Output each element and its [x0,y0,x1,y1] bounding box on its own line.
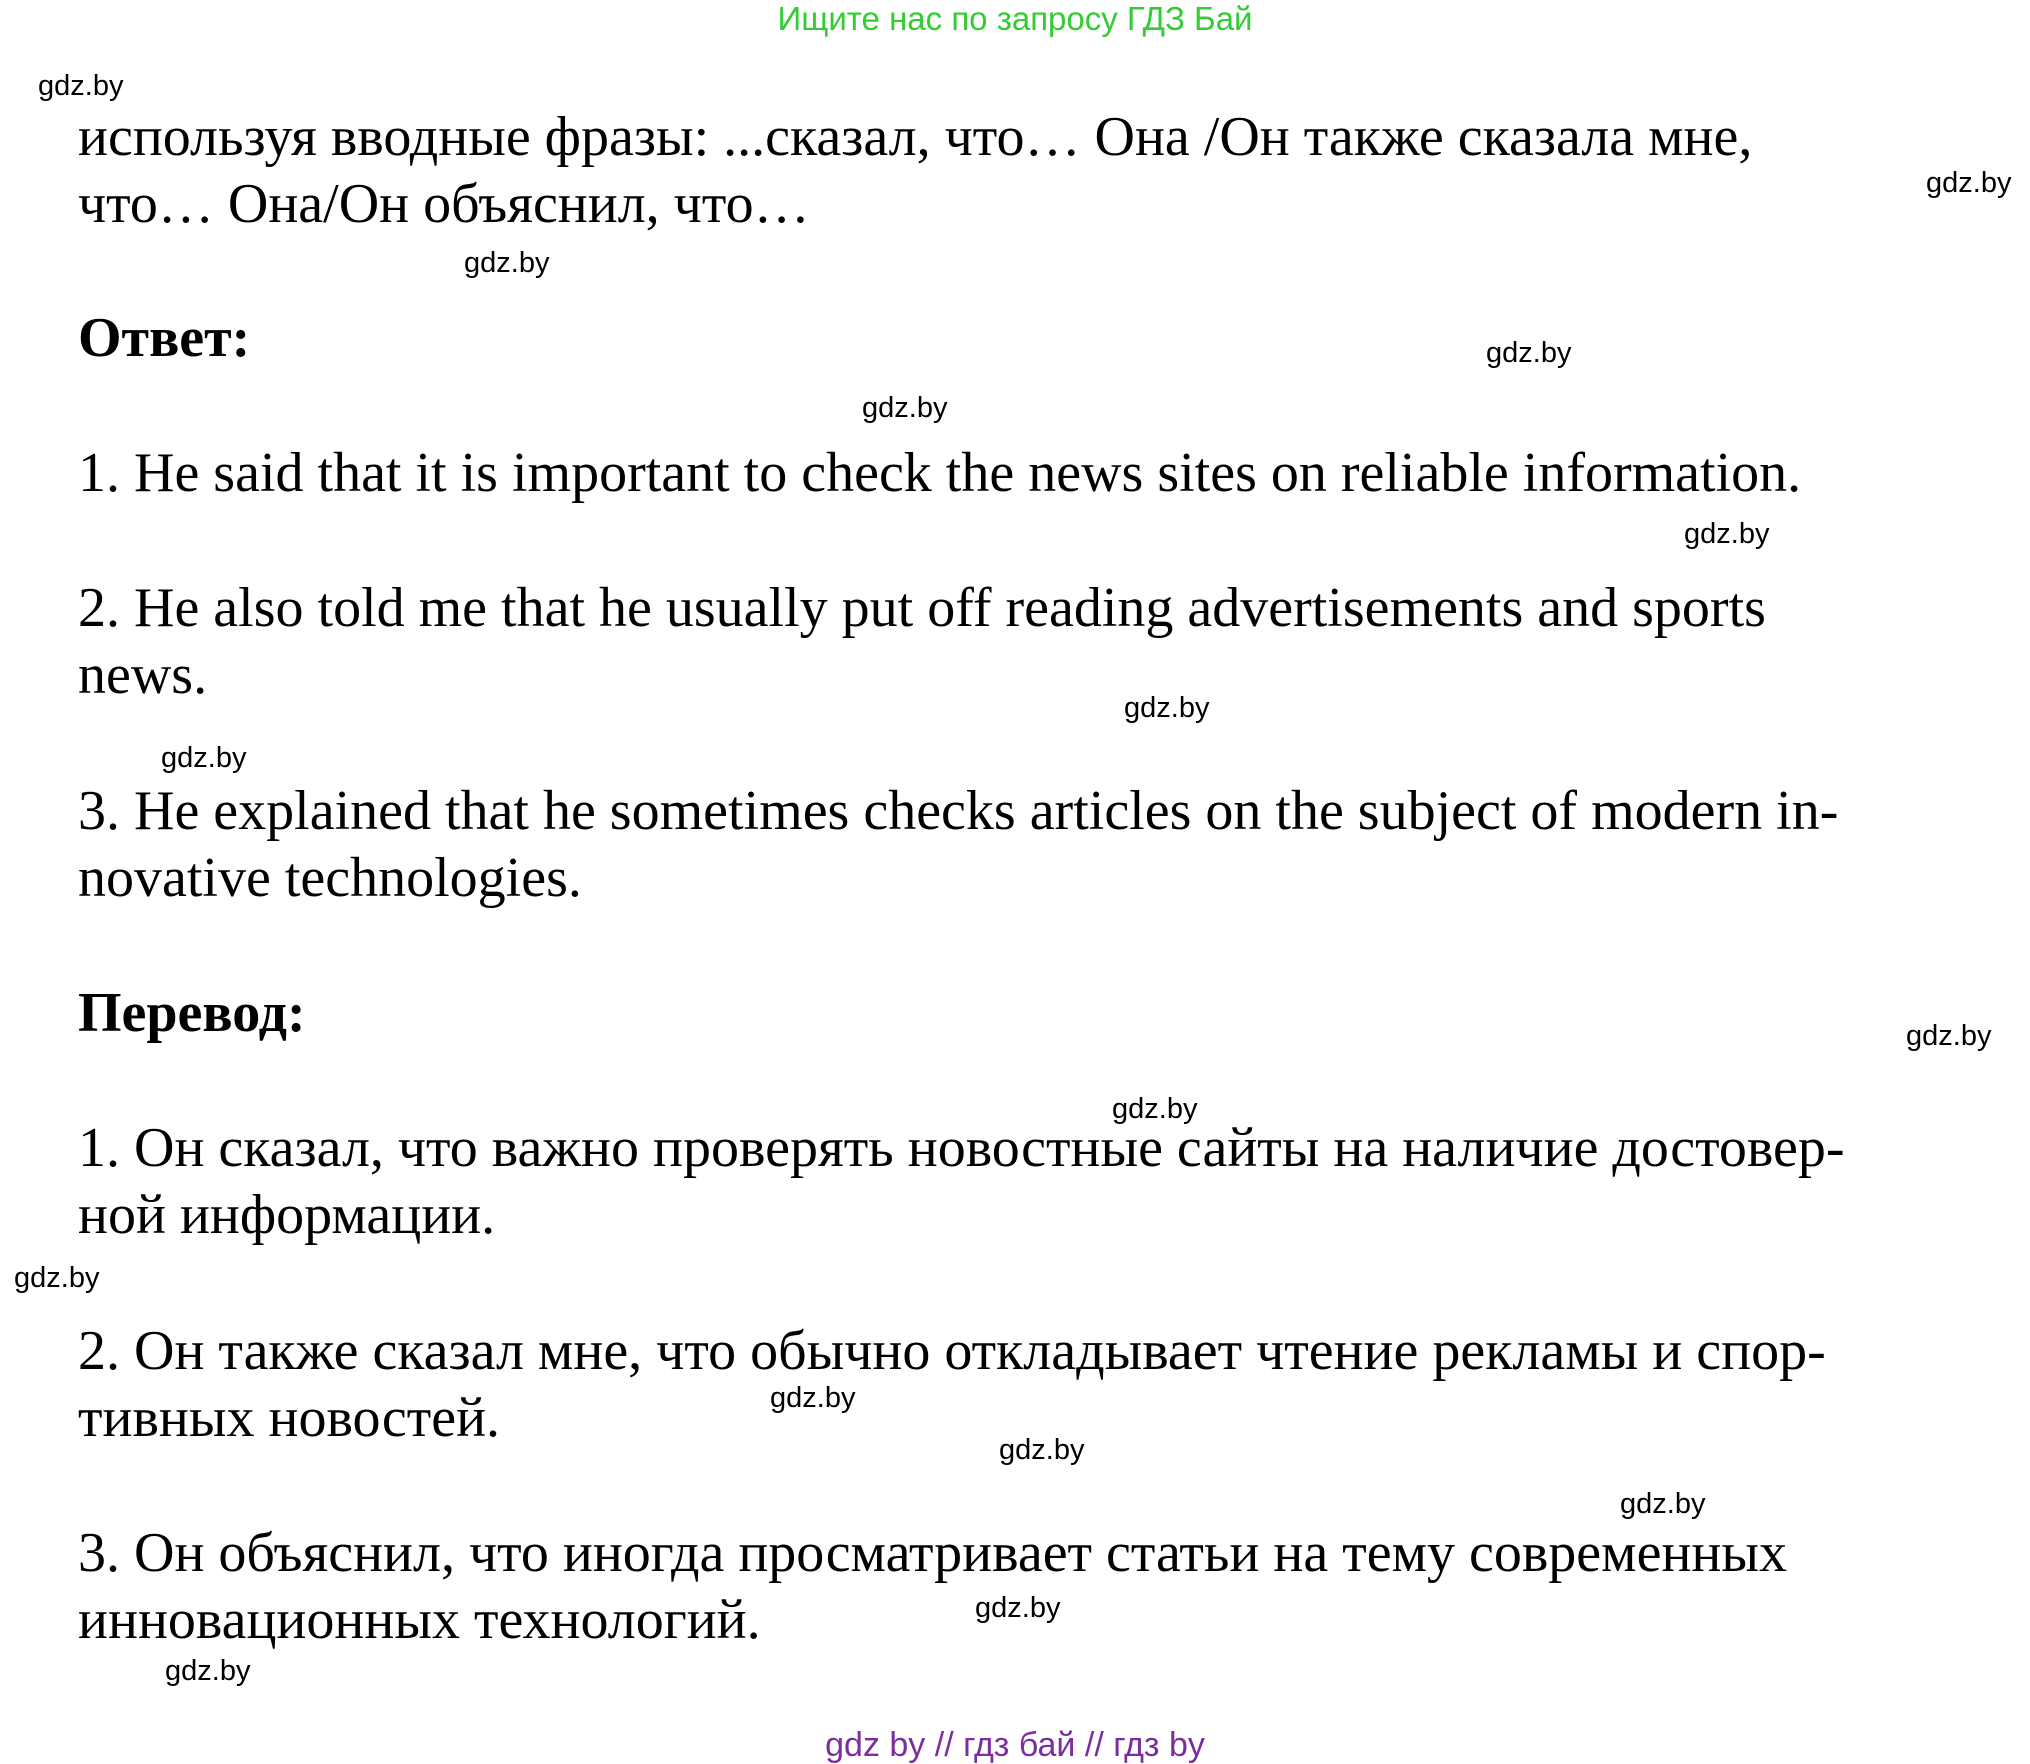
translation-item-3-line-2: инновационных технологий. [78,1589,761,1651]
translation-item-2 [78,1318,1968,1452]
watermark: gdz.by [1112,1093,1198,1125]
watermark: gdz.by [999,1434,1085,1466]
top-banner: Ищите нас по запросу ГДЗ Бай [777,0,1253,37]
watermark: gdz.by [464,247,550,279]
answer-item-2 [78,575,1968,709]
answer-item-3-line-1: 3. He explained that he sometimes checks articles on the subject of modern in- [78,780,1839,842]
footer-links: gdz by // гдз бай // гдз by [825,1726,1205,1764]
watermark: gdz.by [862,392,948,424]
answer-heading: Ответ: [78,307,251,369]
translation-item-3 [78,1520,1968,1654]
translation-item-1-line-1: 1. Он сказал, что важно проверять новостные сайты на наличие достовер- [78,1117,1845,1179]
watermark: gdz.by [165,1655,251,1687]
watermark: gdz.by [1684,518,1770,550]
watermark: gdz.by [1906,1020,1992,1052]
watermark: gdz.by [1620,1488,1706,1520]
answer-item-2-line-1: 2. He also told me that he usually put off reading advertisements and sports [78,577,1766,639]
translation-item-2-line-1: 2. Он также сказал мне, что обычно откладывает чтение рекламы и спор- [78,1320,1826,1382]
answer-item-3-line-2: novative technologies. [78,847,582,909]
watermark: gdz.by [975,1592,1061,1624]
translation-heading: Перевод: [78,982,306,1044]
intro-line-2: что… Она/Он объяснил, что… [78,173,810,235]
answer-item-3 [78,778,1968,912]
answer-item-1-line-1: 1. He said that it is important to check the news sites on reliable information. [78,442,1802,504]
watermark: gdz.by [1486,337,1572,369]
translation-item-2-line-2: тивных новостей. [78,1387,501,1449]
answer-item-1 [78,440,1968,507]
watermark: gdz.by [14,1262,100,1294]
watermark: gdz.by [161,742,247,774]
intro-text [78,104,1968,238]
translation-item-1-line-2: ной информации. [78,1184,496,1246]
watermark: gdz.by [1124,692,1210,724]
answer-item-2-line-2: news. [78,644,208,706]
intro-line-1: используя вводные фразы: ...сказал, что… Она /Он также сказала мне, [78,106,1753,168]
translation-item-3-line-1: 3. Он объяснил, что иногда просматривает статьи на тему современных [78,1522,1788,1584]
watermark: gdz.by [770,1382,856,1414]
translation-item-1 [78,1115,1968,1249]
watermark: gdz.by [38,70,124,102]
watermark: gdz.by [1926,167,2012,199]
